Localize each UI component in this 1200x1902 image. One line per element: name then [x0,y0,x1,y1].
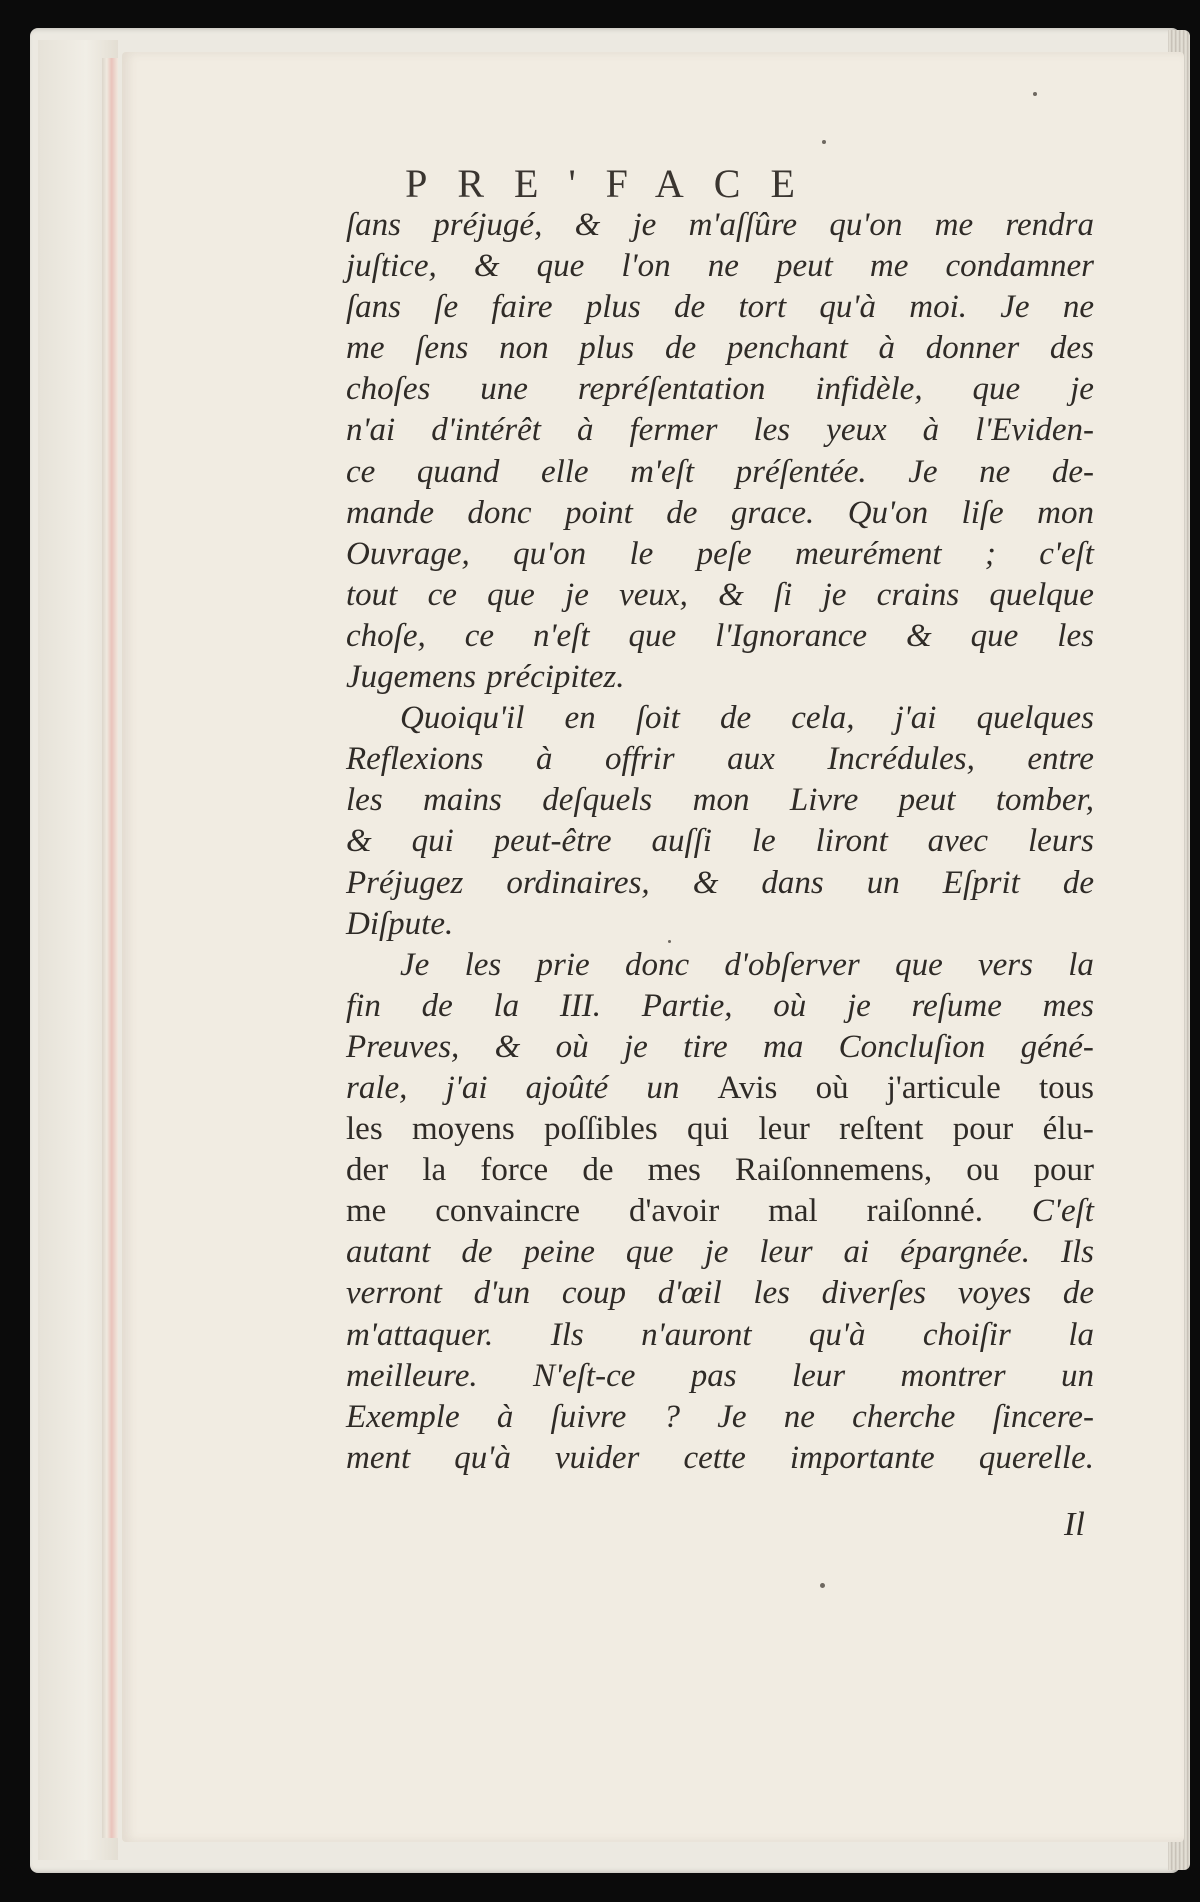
text-line: juſtice, & que l'on ne peut me condamner [346,248,1094,285]
text-line: les mains deſquels mon Livre peut tomber, [346,782,1094,819]
paper-speck [822,140,826,144]
text-line: der la force de mes Raiſonnemens, ou pour [346,1152,1094,1189]
text-line: n'ai d'intérêt à fermer les yeux à l'Eviden- [346,412,1094,449]
text-line: m'attaquer. Ils n'auront qu'à choiſir la [346,1316,1094,1353]
text-line: Préjugez ordinaires, & dans un Eſprit de [346,864,1094,901]
text-line: Preuves, & où je tire ma Concluſion géné- [346,1028,1094,1065]
body-text [346,205,1094,1479]
page-header: PRE'FACE [405,161,825,206]
text-line: Je les prie donc d'obſerver que vers la [400,946,1094,983]
paper-speck [820,1583,825,1588]
text-line: ſans ſe faire plus de tort qu'à moi. Je ne [346,289,1094,326]
text-line: rale, j'ai ajoûté un Avis où j'articule tous [346,1069,1094,1106]
text-line: ment qu'à vuider cette importante querelle. [346,1439,1094,1476]
text-line: tout ce que je veux, & ſi je crains quelque [346,576,1094,613]
text-line: autant de peine que je leur ai épargnée. Ils [346,1234,1094,1271]
red-page-edge [102,58,118,1838]
text-line: meilleure. N'eſt-ce pas leur montrer un [346,1357,1094,1394]
text-line: Diſpute. [346,905,454,942]
text-line: fin de la III. Partie, où je reſume mes [346,987,1094,1024]
text-line: me ſens non plus de penchant à donner des [346,330,1094,367]
text-line: Quoiqu'il en ſoit de cela, j'ai quelques [400,700,1094,737]
text-line: Ouvrage, qu'on le peſe meurément ; c'eſt [346,535,1094,572]
text-line: ſans préjugé, & je m'aſſûre qu'on me rendra [346,207,1094,243]
text-line: choſes une repréſentation infidèle, que je [346,371,1094,408]
text-line: Exemple à ſuivre ? Je ne cherche ſincere- [346,1398,1094,1435]
text-line: & qui peut-être auſſi le liront avec leurs [346,823,1094,860]
paper-speck [668,940,671,943]
text-line: les moyens poſſibles qui leur reſtent pour élu- [346,1111,1094,1148]
text-line: mande donc point de grace. Qu'on liſe mon [346,494,1094,531]
catchword: Il [1064,1506,1085,1543]
text-line: Reflexions à offrir aux Incrédules, entre [346,741,1094,778]
paper-speck [1033,92,1037,96]
text-line: ce quand elle m'eſt préſentée. Je ne de- [346,453,1094,490]
text-line: verront d'un coup d'œil les diverſes voyes de [346,1275,1094,1312]
text-line: me convaincre d'avoir mal raiſonné. C'eſt [346,1193,1094,1230]
text-line: Jugemens précipitez. [346,659,625,696]
text-line: choſe, ce n'eſt que l'Ignorance & que les [346,617,1094,654]
